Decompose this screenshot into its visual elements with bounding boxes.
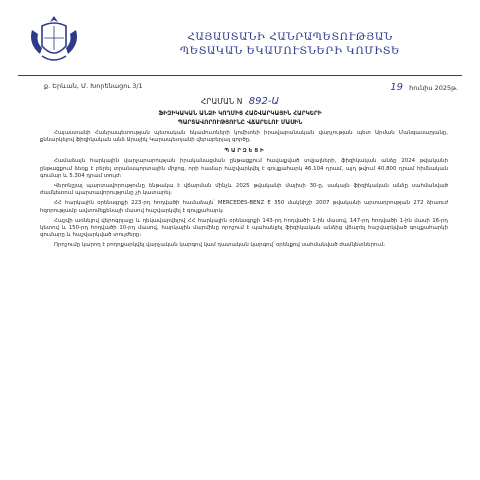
subject-line-2: ՊԱՐՏԱՎՈՐՈՒԹՅՈՒՆԸ ՎՃԱՐԵԼՈՒ ՄԱՍԻՆ: [177, 120, 303, 126]
paragraph-intro: Հայաստանի Հանրապետության պետական եկամուտների կոմիտեի իրավաբանական վարչության պետ Արման Մանգասարյանը, քննարկելով ֆիզիկական անձ Արայիկ Կարապետյանի վերաբերյալ գործը,: [40, 130, 448, 144]
order-number: 892-Ա: [248, 96, 280, 107]
org-line-1: ՀԱՅԱՍՏԱՆԻ ՀԱՆՐԱՊԵՏՈՒԹՅԱՆ: [187, 31, 393, 43]
subject-line-1: ՖԻԶԻԿԱԿԱՆ ԱՆՁԻ ԿՈՂՄԻՑ ՀԱՇՎԱՐԿԱՅԻՆ ՀԱՐԿԵՐԻ: [158, 111, 322, 117]
paragraph-deadline: Վերոնշյալ պարտավորությունը ենթակա է վճարման մինչև 2025 թվականի մայիսի 30-ը, սակայն ֆիզիկական անձը սահմանված ժամկետում պարտավորությունը չի կատարել։: [40, 182, 448, 197]
date-month-year: հունիս 2025թ.: [409, 84, 458, 92]
document-date: [390, 82, 458, 93]
org-line-2: ՊԵՏԱԿԱՆ ԵԿԱՄՈՒՏՆԵՐԻ ԿՈՄԻՏԵ: [180, 45, 400, 57]
document-body: [40, 130, 448, 252]
organization-name: [170, 30, 410, 58]
paragraph-decision: Հաշվի առնելով վերոգրյալը և ղեկավարվելով ՀՀ հարկային օրենսգրքի 143-րդ հոդվածի 1-ին մասով, 147-րդ հոդվածի 1-ին մասի 16-րդ կետով և 150-րդ հոդվածի 10-րդ մասով, հարկային մարմինը որոշում է պահանջել ֆիզիկական անձից վճարել հաշվարկված գույքահարկի գումարը և հաշվարկված տույժերը։: [40, 217, 448, 239]
coat-of-arms-icon: [24, 10, 84, 70]
address: ք. Երևան, Մ. Խորենացու 3/1: [44, 82, 143, 90]
date-day: 19: [390, 82, 404, 93]
paragraph-appeal: Որոշումը կարող է բողոքարկվել վարչական կարգով կամ դատական կարգով՝ օրենքով սահմանված ժամկետներում։: [54, 242, 385, 249]
header-divider: [18, 75, 462, 76]
section-heading: Պ Ա Ր Զ Ե Ց Ի: [224, 147, 264, 154]
paragraph-vehicle: ՀՀ հարկային օրենսգրքի 223-րդ հոդվածի համաձայն՝ MERCEDES-BENZ E 350 մակնիշի 2007 թվականի արտադրության 272 ձիաուժ հզորությամբ ավտոմեքենայի մասով հաշվարկվել է գույքահարկ։: [40, 200, 448, 214]
order-title: [0, 96, 480, 107]
order-label: ՀՐԱՄԱՆ N: [200, 97, 243, 106]
order-subject: [0, 110, 480, 128]
paragraph-findings: Համաձայն հարկային վարչարարության իրականացման ընթացքում հավաքված տվյալների, ֆիզիկական անձը 2024 թվականի ընթացքում ձեռք է բերել տրանսպորտային միջոց, որի համար հաշվարկվել է գույքահարկ 46.104 դրամ, այդ թվում 40.800 դրամ հիմնական գումար և 5.304 դրամ տույժ։: [40, 158, 448, 180]
